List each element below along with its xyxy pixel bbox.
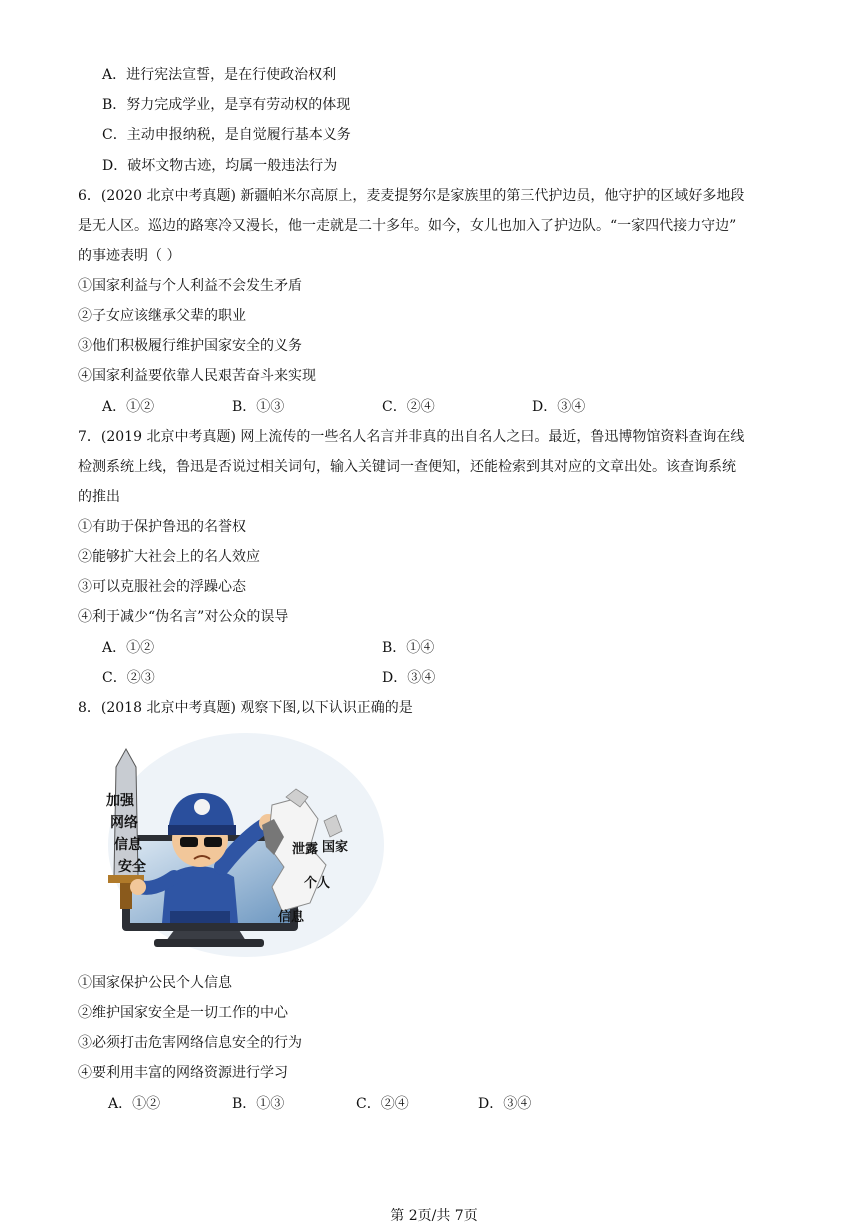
q5-option-c: C．主动申报纳税，是自觉履行基本义务 <box>102 127 351 143</box>
q7-stem-line-1: 7．(2019 北京中考真题) 网上流传的一些名人名言并非真的出自名人之曰。最近，鲁迅博物馆资料查询在线 <box>78 429 745 445</box>
q8-choice-d: D．③④ <box>478 1096 532 1112</box>
cartoon-sword-text-3: 信息 <box>114 837 142 853</box>
q7-choice-b: B．①④ <box>382 640 435 656</box>
q6-choice-a: A．①② <box>102 399 155 415</box>
q8-statement-1: ①国家保护公民个人信息 <box>78 975 232 991</box>
q6-statement-4: ④国家利益要依靠人民艰苦奋斗来实现 <box>78 368 316 384</box>
q7-statement-2: ②能够扩大社会上的名人效应 <box>78 549 260 565</box>
q6-stem-line-2: 是无人区。巡边的路寒冷又漫长，他一走就是二十多年。如今，女儿也加入了护边队。“一家四代接力守边” <box>78 218 737 234</box>
q8-statement-4: ④要利用丰富的网络资源进行学习 <box>78 1065 288 1081</box>
q8-choice-a: A．①② <box>108 1096 161 1112</box>
q7-stem-line-2: 检测系统上线，鲁迅是否说过相关词句，输入关键词一查便知，还能检索到其对应的文章出处。该查询系统 <box>78 459 736 475</box>
q6-choice-d: D．③④ <box>532 399 586 415</box>
q5-option-b: B．努力完成学业，是享有劳动权的体现 <box>102 97 351 113</box>
cartoon-paper-text-2: 国家 <box>322 840 349 855</box>
q7-choice-d: D．③④ <box>382 670 436 686</box>
cartoon-sword-text-2: 网络 <box>110 815 138 831</box>
q8-choice-c: C．②④ <box>356 1096 409 1112</box>
q7-statement-1: ①有助于保护鲁迅的名誉权 <box>78 519 246 535</box>
q6-choice-c: C．②④ <box>382 399 435 415</box>
cartoon-paper-text-3: 个人 <box>304 876 331 891</box>
q6-statement-1: ①国家利益与个人利益不会发生矛盾 <box>78 278 302 294</box>
q6-stem-line-3: 的事迹表明（ ） <box>78 248 181 264</box>
q6-statement-2: ②子女应该继承父辈的职业 <box>78 308 246 324</box>
q7-statement-4: ④利于减少“伪名言”对公众的误导 <box>78 609 289 625</box>
cartoon-sword-text-4: 安全 <box>118 859 146 875</box>
q6-stem-line-1: 6．(2020 北京中考真题) 新疆帕米尔高原上，麦麦提努尔是家族里的第三代护边员，他守护的区域好多地段 <box>78 188 745 204</box>
cartoon-paper-text-4: 信息 <box>278 910 305 925</box>
cartoon-sword-text-1: 加强 <box>106 793 134 809</box>
q8-choice-b: B．①③ <box>232 1096 285 1112</box>
q7-statement-3: ③可以克服社会的浮躁心态 <box>78 579 246 595</box>
q8-stem: 8．(2018 北京中考真题) 观察下图,以下认识正确的是 <box>78 700 413 716</box>
q7-stem-line-3: 的推出 <box>78 489 120 505</box>
q8-statement-2: ②维护国家安全是一切工作的中心 <box>78 1005 288 1021</box>
q5-option-d: D．破坏文物古迹，均属一般违法行为 <box>102 158 338 174</box>
page-number-footer: 第 2页/共 7页 <box>390 1208 478 1224</box>
q6-statement-3: ③他们积极履行维护国家安全的义务 <box>78 338 302 354</box>
q7-choice-c: C．②③ <box>102 670 155 686</box>
q5-option-a: A．进行宪法宣誓，是在行使政治权利 <box>102 67 337 83</box>
q7-choice-a: A．①② <box>102 640 155 656</box>
q6-choice-b: B．①③ <box>232 399 285 415</box>
cartoon-paper-text-1: 泄露 <box>292 842 319 857</box>
q8-statement-3: ③必须打击危害网络信息安全的行为 <box>78 1035 302 1051</box>
cyber-security-cartoon <box>96 727 388 965</box>
